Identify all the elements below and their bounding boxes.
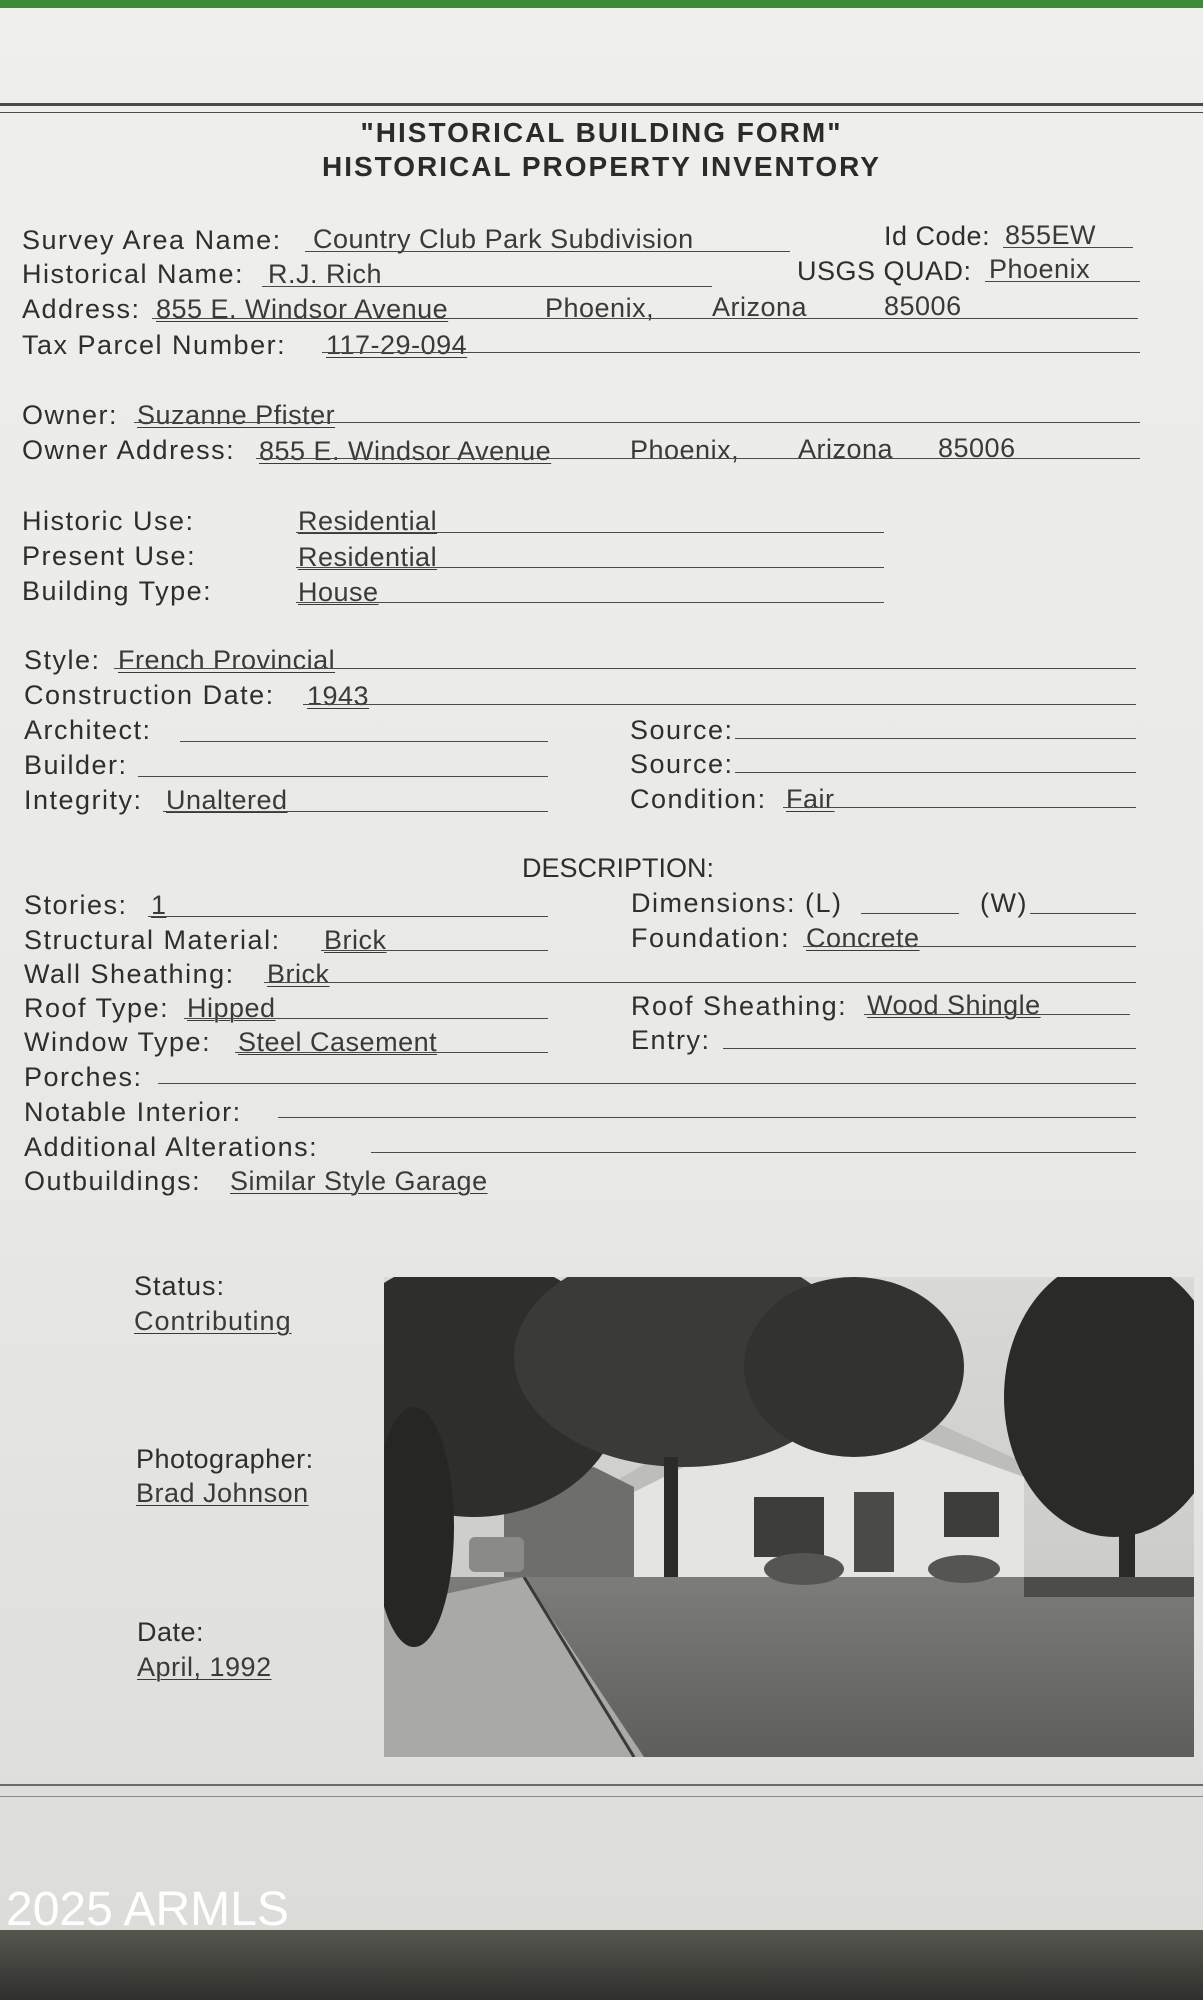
- wall-sheathing-value: Brick: [267, 959, 330, 989]
- window-type-value: Steel Casement: [238, 1027, 438, 1057]
- historic-use-value: Residential: [298, 506, 438, 536]
- owner-address-label: Owner Address:: [22, 435, 236, 465]
- historic-use-label: Historic Use:: [22, 506, 195, 536]
- tree-trunk: [664, 1457, 678, 1577]
- survey-area-label: Survey Area Name:: [22, 225, 282, 255]
- additional-alterations-label: Additional Alterations:: [24, 1132, 319, 1162]
- owner-line: [134, 422, 1140, 423]
- entry-line: [723, 1048, 1136, 1049]
- historic-use-line: [296, 532, 884, 533]
- builder-line: [138, 776, 548, 777]
- source-line-2: [735, 772, 1136, 773]
- condition-line: [783, 807, 1136, 808]
- date-value: April, 1992: [137, 1652, 272, 1682]
- date-label: Date:: [137, 1617, 205, 1647]
- usgs-value: Phoenix: [989, 254, 1091, 284]
- entry-label: Entry:: [631, 1025, 711, 1055]
- style-line: [114, 668, 1136, 669]
- structural-material-line: [321, 950, 548, 951]
- tax-parcel-line: [322, 352, 1140, 353]
- condition-value: Fair: [786, 784, 835, 814]
- historical-name-label: Historical Name:: [22, 259, 245, 289]
- integrity-label: Integrity:: [24, 785, 143, 815]
- car: [469, 1537, 524, 1572]
- dimensions-w-line: [1030, 913, 1136, 914]
- stories-line: [148, 916, 548, 917]
- foundation-line: [803, 946, 1136, 947]
- owner-address-state: Arizona: [798, 434, 894, 464]
- watermark-text: 2025 ARMLS: [6, 1883, 289, 1936]
- form-title: "HISTORICAL BUILDING FORM": [360, 117, 843, 148]
- roof-sheathing-value: Wood Shingle: [867, 990, 1041, 1020]
- bottom-rule: [0, 1784, 1203, 1786]
- construction-date-value: 1943: [307, 681, 370, 711]
- description-heading: DESCRIPTION:: [522, 853, 715, 883]
- porches-line: [158, 1083, 1136, 1084]
- window-type-label: Window Type:: [24, 1027, 212, 1057]
- id-code-line: [1003, 247, 1133, 248]
- architect-label: Architect:: [24, 715, 152, 745]
- dimensions-l-line: [861, 913, 959, 914]
- background-surface: [0, 1930, 1203, 2000]
- tree-canopy: [744, 1277, 964, 1457]
- shrub: [764, 1553, 844, 1585]
- house-window: [944, 1492, 999, 1537]
- bottom-rule-thin: [0, 1796, 1203, 1797]
- address-state: Arizona: [712, 292, 808, 322]
- condition-label: Condition:: [630, 784, 767, 814]
- roof-type-label: Roof Type:: [24, 993, 170, 1023]
- id-code-value: 855EW: [1005, 220, 1097, 250]
- house-photo-illustration: [384, 1277, 1194, 1757]
- foundation-value: Concrete: [806, 923, 920, 953]
- notable-interior-line: [278, 1117, 1136, 1118]
- usgs-line: [985, 281, 1140, 282]
- roof-type-value: Hipped: [187, 993, 276, 1023]
- owner-value: Suzanne Pfister: [137, 400, 336, 430]
- dimensions-w-label: (W): [980, 888, 1028, 918]
- style-value: French Provincial: [118, 645, 336, 675]
- building-type-line: [296, 602, 884, 603]
- roof-type-line: [184, 1018, 548, 1019]
- owner-label: Owner:: [22, 400, 119, 430]
- tree-trunk: [1119, 1477, 1135, 1577]
- construction-date-label: Construction Date:: [24, 680, 275, 710]
- owner-address-street: 855 E. Windsor Avenue: [259, 436, 552, 466]
- foundation-label: Foundation:: [631, 923, 791, 953]
- additional-alterations-line: [371, 1152, 1136, 1153]
- owner-address-line: [256, 458, 1140, 459]
- owner-address-city: Phoenix,: [630, 435, 740, 465]
- usgs-label: USGS QUAD:: [797, 256, 972, 286]
- dimensions-label: Dimensions: (L): [631, 888, 843, 918]
- roof-sheathing-label: Roof Sheathing:: [631, 991, 848, 1021]
- stories-label: Stories:: [24, 890, 128, 920]
- integrity-line: [163, 811, 548, 812]
- owner-address-zip: 85006: [938, 433, 1016, 463]
- architect-line: [180, 741, 548, 742]
- address-street: 855 E. Windsor Avenue: [156, 294, 449, 324]
- photographer-label: Photographer:: [136, 1444, 314, 1474]
- photographer-value: Brad Johnson: [136, 1478, 309, 1508]
- address-zip: 85006: [884, 291, 962, 321]
- roof-sheathing-line: [864, 1014, 1130, 1015]
- outbuildings-value: Similar Style Garage: [230, 1166, 488, 1196]
- source-label-2: Source:: [630, 749, 734, 779]
- top-rule-thin: [0, 112, 1203, 113]
- integrity-value: Unaltered: [166, 785, 288, 815]
- historical-name-line: [262, 286, 712, 287]
- wall-sheathing-label: Wall Sheathing:: [24, 959, 235, 989]
- shadow: [1024, 1577, 1194, 1597]
- building-type-label: Building Type:: [22, 576, 213, 606]
- present-use-label: Present Use:: [22, 541, 197, 571]
- present-use-line: [296, 567, 884, 568]
- builder-label: Builder:: [24, 750, 128, 780]
- porches-label: Porches:: [24, 1062, 143, 1092]
- survey-area-line: [305, 251, 790, 252]
- source-line-1: [735, 738, 1136, 739]
- top-rule: [0, 103, 1203, 106]
- stories-value: 1: [151, 890, 167, 920]
- tax-parcel-label: Tax Parcel Number:: [22, 330, 287, 360]
- address-label: Address:: [22, 294, 141, 324]
- address-line: [152, 318, 1138, 319]
- status-label: Status:: [134, 1271, 226, 1301]
- present-use-value: Residential: [298, 542, 438, 572]
- id-code-label: Id Code:: [884, 221, 991, 251]
- house-photograph: [384, 1277, 1194, 1757]
- structural-material-label: Structural Material:: [24, 925, 281, 955]
- structural-material-value: Brick: [324, 925, 387, 955]
- source-label-1: Source:: [630, 715, 734, 745]
- wall-sheathing-line: [264, 982, 1136, 983]
- building-type-value: House: [298, 577, 379, 607]
- tax-parcel-value: 117-29-094: [326, 330, 468, 360]
- house-window: [754, 1497, 824, 1557]
- outbuildings-label: Outbuildings:: [24, 1166, 202, 1196]
- form-subtitle: HISTORICAL PROPERTY INVENTORY: [322, 151, 881, 182]
- shrub: [928, 1555, 1000, 1583]
- style-label: Style:: [24, 645, 101, 675]
- construction-date-line: [303, 704, 1136, 705]
- house-door: [854, 1492, 894, 1572]
- survey-area-value: Country Club Park Subdivision: [313, 224, 694, 254]
- notable-interior-label: Notable Interior:: [24, 1097, 242, 1127]
- address-city: Phoenix,: [545, 293, 655, 323]
- window-type-line: [235, 1052, 548, 1053]
- status-value: Contributing: [134, 1306, 292, 1336]
- historical-name-value: R.J. Rich: [268, 259, 383, 289]
